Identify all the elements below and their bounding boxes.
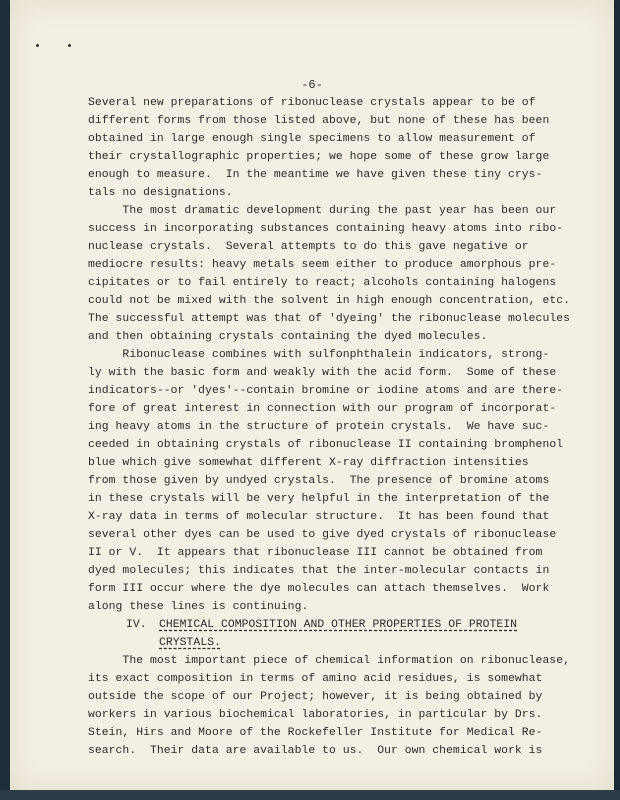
text-line: ceeded in obtaining crystals of ribonuclease II containing bromphenol (88, 439, 564, 451)
text-line: in these crystals will be very helpful in the interpretation of the (88, 493, 550, 505)
text-line: along these lines is continuing. (88, 601, 309, 613)
text-line: form III occur where the dye molecules can attach themselves. Work (88, 583, 550, 595)
text-line: blue which give somewhat different X-ray diffraction intensities (88, 457, 529, 469)
text-line: its exact composition in terms of amino acid residues, is somewhat (88, 673, 543, 685)
text-line: search. Their data are available to us. Our own chemical work is (88, 745, 543, 757)
background-bottom-edge (0, 790, 620, 800)
text-line: Stein, Hirs and Moore of the Rockefeller Institute for Medical Re- (88, 727, 543, 739)
punch-mark (36, 44, 39, 47)
text-line: obtained in large enough single specimens to allow measurement of (88, 133, 536, 145)
text-line: from those given by undyed crystals. The presence of bromine atoms (88, 475, 550, 487)
section-heading: CHEMICAL COMPOSITION AND OTHER PROPERTIES OF PROTEIN (159, 619, 518, 631)
text-line: success in incorporating substances containing heavy atoms into ribo- (88, 223, 564, 235)
text-line: could not be mixed with the solvent in high enough concentration, etc. (88, 295, 570, 307)
text-line: their crystallographic properties; we hope some of these grow large (88, 151, 550, 163)
text-line: ing heavy atoms in the structure of protein crystals. We have suc- (88, 421, 550, 433)
background-right-edge (614, 0, 620, 800)
text-line: outside the scope of our Project; however, it is being obtained by (88, 691, 543, 703)
section-heading-continued: CRYSTALS. (159, 637, 221, 649)
text-line: The successful attempt was that of 'dyeing' the ribonuclease molecules (88, 313, 570, 325)
text-line: several other dyes can be used to give dyed crystals of ribonuclease (88, 529, 557, 541)
text-line: enough to measure. In the meantime we have given these tiny crys- (88, 169, 543, 181)
text-line: X-ray data in terms of molecular structure. It has been found that (88, 511, 550, 523)
section-number: IV. (126, 619, 147, 631)
text-line: nuclease crystals. Several attempts to do this gave negative or (88, 241, 529, 253)
text-line: The most important piece of chemical information on ribonuclease, (88, 655, 570, 667)
punch-mark (68, 44, 71, 47)
text-line: Ribonuclease combines with sulfonphthalein indicators, strong- (88, 349, 550, 361)
text-line: different forms from those listed above, but none of these has been (88, 115, 550, 127)
document-page (10, 0, 614, 790)
text-line: cipitates or to fail entirely to react; alcohols containing halogens (88, 277, 557, 289)
text-line: tals no designations. (88, 187, 233, 199)
text-line: indicators--or 'dyes'--contain bromine or iodine atoms and are there- (88, 385, 564, 397)
background-left-edge (0, 0, 10, 800)
text-line: dyed molecules; this indicates that the inter-molecular contacts in (88, 565, 550, 577)
text-line: workers in various biochemical laboratories, in particular by Drs. (88, 709, 543, 721)
page-number: -6- (301, 78, 323, 92)
text-line: II or V. It appears that ribonuclease III cannot be obtained from (88, 547, 543, 559)
text-line: ly with the basic form and weakly with the acid form. Some of these (88, 367, 557, 379)
text-line: mediocre results: heavy metals seem either to produce amorphous pre- (88, 259, 557, 271)
text-line: Several new preparations of ribonuclease crystals appear to be of (88, 97, 536, 109)
text-line: and then obtaining crystals containing the dyed molecules. (88, 331, 488, 343)
text-line: The most dramatic development during the past year has been our (88, 205, 557, 217)
text-line: fore of great interest in connection with our program of incorporat- (88, 403, 557, 415)
